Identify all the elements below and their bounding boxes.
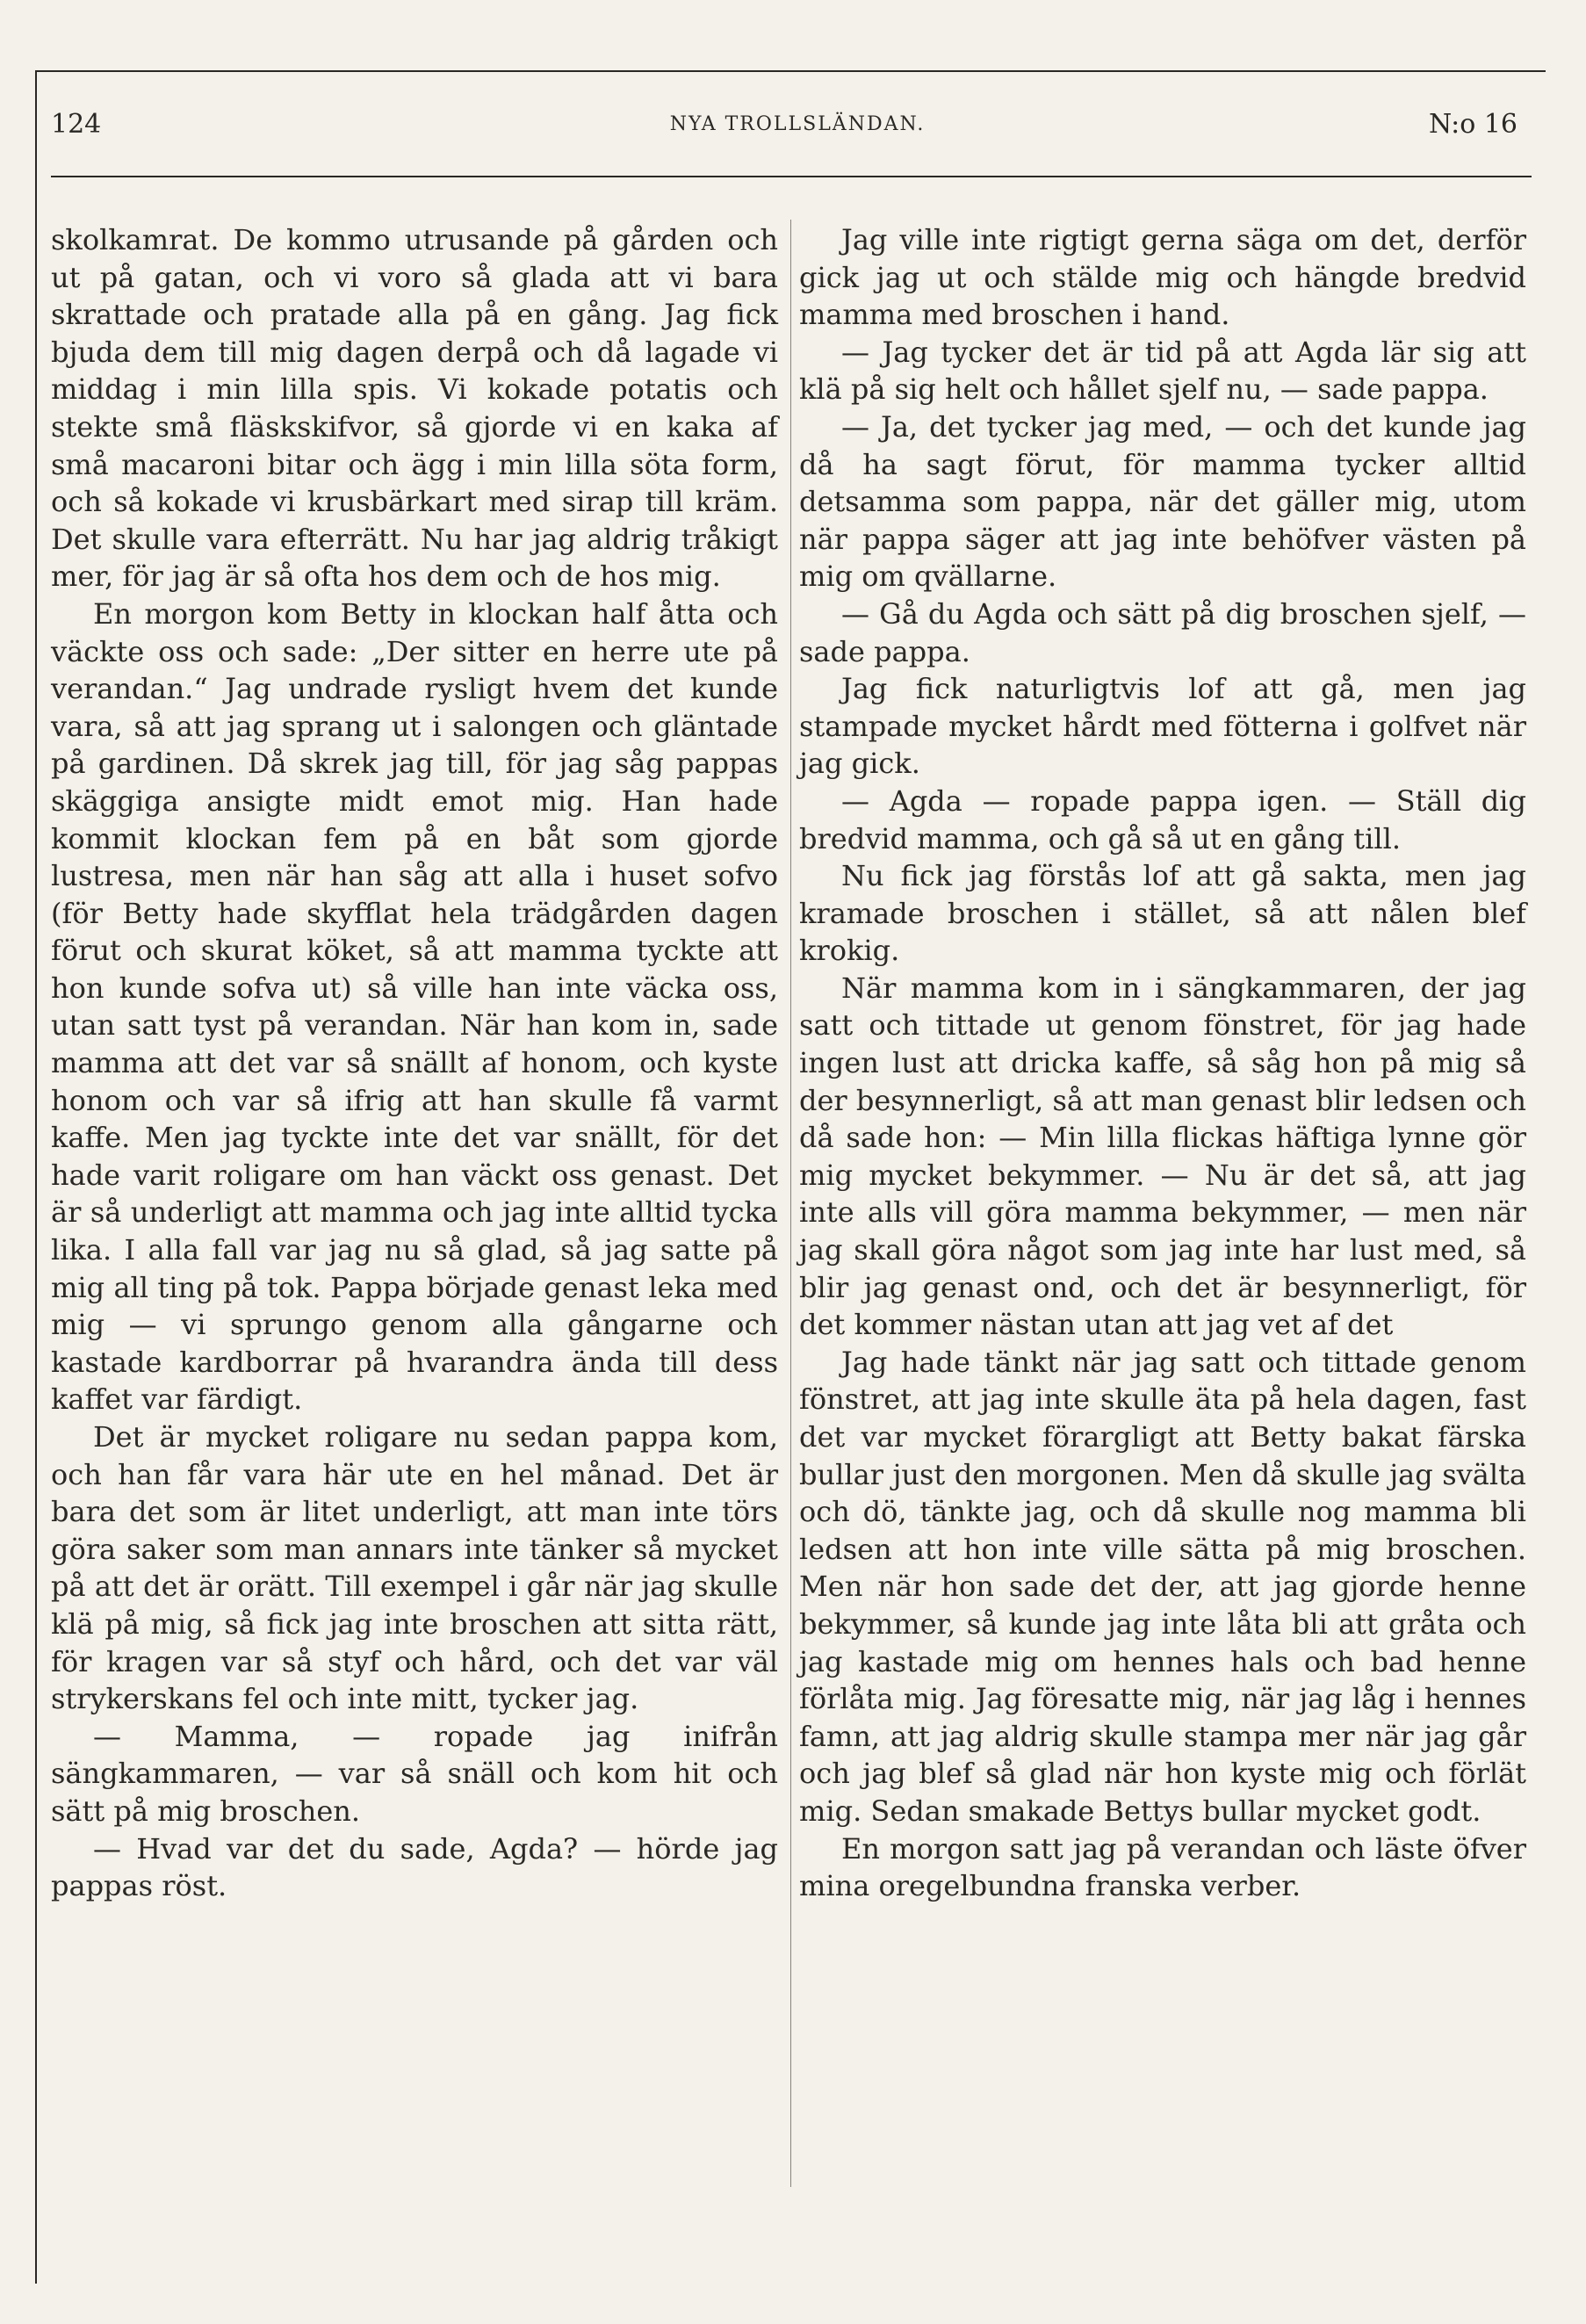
paragraph: Nu fick jag förstås lof att gå sakta, men jag kramade broschen i stället, så att nålen blef krokig.	[799, 859, 1526, 968]
left-column	[51, 221, 778, 1905]
paragraph: En morgon satt jag på verandan och läste öfver mina oregelbundna franska verber.	[799, 1831, 1526, 1903]
paragraph: Jag hade tänkt när jag satt och tittade genom fönstret, att jag inte skulle äta på hela dagen, fast det var mycket förargligt att Betty bakat färska bullar just den morgonen. Men då skulle jag svälta och dö, tänkte jag, och då skulle nog mamma bli ledsen att hon inte ville sätta på mig broschen. Men när hon sade det der, att jag gjorde henne bekymmer, så kunde jag inte låta bli att gråta och jag kastade mig om hennes hals och bad henne förlåta mig. Jag föresatte mig, när jag låg i hennes famn, att jag aldrig skulle stampa mer när jag går och jag blef så glad när hon kyste mig och förlät mig. Sedan smakade Bettys bullar mycket godt.	[799, 1345, 1526, 1828]
paragraph: När mamma kom in i sängkammaren, der jag satt och tittade ut genom fönstret, för jag hade ingen lust att dricka kaffe, så såg hon på mig så der besynnerligt, så att man genast blir ledsen och då sade hon: — Min lilla flickas häftiga lynne gör mig mycket bekymmer. — Nu är det så, att jag inte alls vill göra mamma bekymmer, — men när jag skall göra något som jag inte har lust med, så blir jag genast ond, och det är besynnerligt, för det kommer nästan utan att jag vet af det	[799, 971, 1526, 1342]
right-column	[799, 221, 1526, 1905]
paragraph: — Ja, det tycker jag med, — och det kunde jag då ha sagt förut, för mamma tycker alltid detsamma som pappa, när det gäller mig, utom när pappa säger att jag inte behöfver västen på mig om qvällarne.	[799, 409, 1526, 594]
text-columns	[51, 221, 1528, 2189]
paragraph: — Mamma, — ropade jag inifrån sängkammaren, — var så snäll och kom hit och sätt på mig broschen.	[51, 1719, 778, 1828]
issue-number: N:o 16	[1428, 109, 1518, 140]
header-rule	[51, 176, 1532, 177]
paragraph: — Jag tycker det är tid på att Agda lär sig att klä på sig helt och hållet sjelf nu, — sade pappa.	[799, 335, 1526, 407]
paragraph: Jag fick naturligtvis lof att gå, men jag stampade mycket hårdt med fötterna i golfvet när jag gick.	[799, 672, 1526, 781]
paragraph: skolkamrat. De kommo utrusande på gården och ut på gatan, och vi voro så glada att vi bara skrattade och pratade alla på en gång. Jag fick bjuda dem till mig dagen derpå och då lagade vi middag i min lilla spis. Vi kokade potatis och stekte små fläskskifvor, så gjorde vi en kaka af små macaroni bitar och ägg i min lilla söta form, och så kokade vi krusbärkart med sirap till kräm. Det skulle vara efterrätt. Nu har jag aldrig tråkigt mer, för jag är så ofta hos dem och de hos mig.	[51, 223, 778, 594]
paragraph: Jag ville inte rigtigt gerna säga om det, derför gick jag ut och stälde mig och hängde bredvid mamma med broschen i hand.	[799, 223, 1526, 332]
paragraph: — Gå du Agda och sätt på dig broschen sjelf, — sade pappa.	[799, 596, 1526, 668]
journal-title: NYA TROLLSLÄNDAN.	[669, 113, 926, 135]
paragraph: — Hvad var det du sade, Agda? — hörde jag pappas röst.	[51, 1831, 778, 1903]
page-number: 124	[51, 109, 102, 140]
paragraph: — Agda — ropade pappa igen. — Ställ dig bredvid mamma, och gå så ut en gång till.	[799, 783, 1526, 855]
paragraph: En morgon kom Betty in klockan half åtta och väckte oss och sade: „Der sitter en herre ute på verandan.“ Jag undrade rysligt hvem det kunde vara, så att jag sprang ut i salongen och gläntade på gardinen. Då skrek jag till, för jag såg pappas skäggiga ansigte midt emot mig. Han hade kommit klockan fem på en båt som gjorde lustresa, men när han såg att alla i huset sofvo (för Betty hade skyfflat hela trädgården dagen förut och skurat köket, så att mamma tyckte att hon kunde sofva ut) så ville han inte väcka oss, utan satt tyst på verandan. När han kom in, sade mamma att det var så snällt af honom, och kyste honom och var så ifrig att han skulle få varmt kaffe. Men jag tyckte inte det var snällt, för det hade varit roligare om han väckt oss genast. Det är så underligt att mamma och jag inte alltid tycka lika. I alla fall var jag nu så glad, så jag satte på mig all ting på tok. Pappa började genast leka med mig — vi sprungo genom alla gångarne och kastade kardborrar på hvarandra ända till dess kaffet var färdigt.	[51, 596, 778, 1417]
paragraph: Det är mycket roligare nu sedan pappa kom, och han får vara här ute en hel månad. Det är bara det som är litet underligt, att man inte törs göra saker som man annars inte tänker så mycket på att det är orätt. Till exempel i går när jag skulle klä på mig, så fick jag inte broschen att sitta rätt, för kragen var så styf och hård, och det var väl strykerskans fel och inte mitt, tycker jag.	[51, 1420, 778, 1716]
running-head	[51, 104, 1544, 156]
